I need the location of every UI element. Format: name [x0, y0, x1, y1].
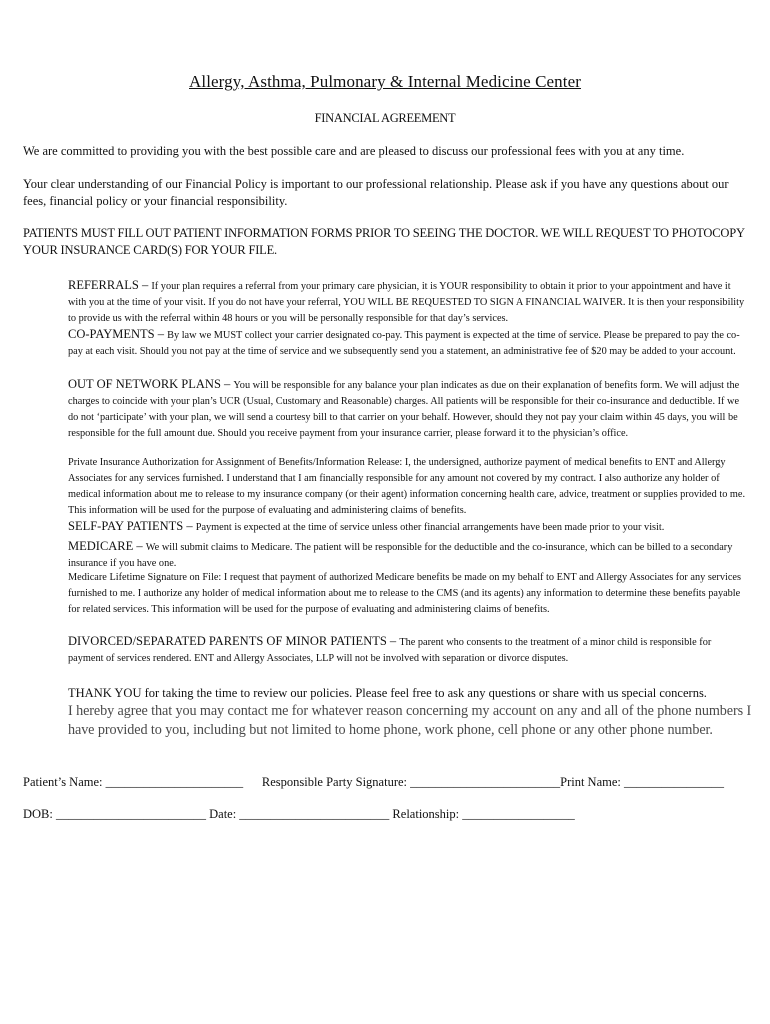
referrals-heading: REFERRALS – — [68, 278, 152, 292]
copayments-heading: CO-PAYMENTS – — [68, 327, 168, 341]
out-of-network-text: You will be responsible for any balance your plan indicates as due on their explanation of benefits form. We will adjust the charges to coincide with your plan’s UCR (Usual, Customary and Reasonable) charges. All patients will be responsible for their co-insurance and deductible. If we do not ‘participate’ with your plan, we will send a courtesy bill to that carrier on your behalf. However, should they not pay your claim within 45 days, you will be responsible for the full amount due. Should you receive payment from your insurance carrier, please forward it to the physician’s office. — [68, 380, 740, 439]
thank-you-note: THANK YOU for taking the time to review our policies. Please feel free to ask any questions or share with us special concerns. — [68, 686, 707, 700]
copayments-section — [68, 326, 748, 360]
medicare-lifetime-signature: Medicare Lifetime Signature on File: I request that payment of authorized Medicare benefits be made on my behalf to ENT and Allergy Associates for any services furnished to me. I authorize any holder of medical information about me to release to the CMS (and its agents) any information to determine these benefits payable for related services. This information will be used for the purpose of evaluating and administering claims of benefits. — [68, 572, 741, 615]
self-pay-text: Payment is expected at the time of service unless other financial arrangements have been made prior to your visit. — [195, 522, 665, 533]
understanding-paragraph: Your clear understanding of our Financial Policy is important to our professional relationship. Please ask if you have any questions about our fees, financial policy or your financial responsibility. — [23, 177, 729, 208]
referrals-section — [68, 277, 748, 327]
divorced-parents-text: The parent who consents to the treatment of a minor child is responsible for payment of services rendered. ENT and Allergy Associates, LLP will not be involved with separation or divorce disputes. — [68, 637, 712, 664]
signature-line-patient[interactable]: Patient’s Name: ______________________ Responsible Party Signature: ________________________Print Name: ________________ — [23, 775, 725, 789]
forms-notice: PATIENTS MUST FILL OUT PATIENT INFORMATION FORMS PRIOR TO SEEING THE DOCTOR. WE WILL REQUEST TO PHOTOCOPY YOUR INSURANCE CARD(S) FOR YOUR FILE. — [23, 226, 745, 257]
referrals-text: If your plan requires a referral from your primary care physician, it is YOUR responsibility to obtain it prior to your appointment and have it with you at the time of your visit. If you do not have your referral, YOU WILL BE REQUESTED TO SIGN A FINANCIAL WAIVER. It is then your responsibility to provide us with the referral within 48 hours or you will be personally responsible for that day’s services. — [68, 281, 745, 324]
divorced-parents-heading: DIVORCED/SEPARATED PARENTS OF MINOR PATIENTS – — [68, 634, 400, 648]
medicare-heading: MEDICARE – — [68, 539, 146, 553]
intro-paragraph: We are committed to providing you with the best possible care and are pleased to discuss our professional fees with you at any time. — [23, 144, 685, 158]
contact-agreement: I hereby agree that you may contact me for whatever reason concerning my account on any and all of the phone numbers I have provided to you, including but not limited to home phone, work phone, cell phone or any other phone number. — [68, 703, 752, 738]
self-pay-heading: SELF-PAY PATIENTS – — [68, 519, 196, 533]
out-of-network-section — [68, 376, 748, 442]
document-subtitle: FINANCIAL AGREEMENT — [314, 111, 456, 125]
medicare-text: We will submit claims to Medicare. The patient will be responsible for the deductible and the co-insurance, which can be billed to a secondary insurance if you have one. — [68, 542, 733, 569]
signature-line-dob[interactable]: DOB: ________________________ Date: ________________________ Relationship: __________________ — [23, 807, 575, 821]
out-of-network-heading: OUT OF NETWORK PLANS – — [68, 377, 234, 391]
document-title: Allergy, Asthma, Pulmonary & Internal Medicine Center — [189, 72, 581, 91]
copayments-text: By law we MUST collect your carrier designated co-pay. This payment is expected at the time of service. Please be prepared to pay the co-pay at each visit. Should you not pay at the time of service and we subsequently send you a statement, an administrative fee of $20 may be added to your account. — [68, 330, 740, 357]
self-pay-section — [68, 518, 748, 536]
medicare-section — [68, 538, 748, 572]
private-insurance-authorization: Private Insurance Authorization for Assignment of Benefits/Information Release: I, the undersigned, authorize payment of medical benefits to ENT and Allergy Associates for any services furnished. I understand that I am financially responsible for any amount not covered by my contract. I also authorize any holder of medical information about me to release to my insurance company (or their agent) information concerning health care, advice, treatment or supplies provided to me. This information will be used for the purpose of evaluating and administering claims of benefits. — [68, 457, 746, 516]
divorced-parents-section — [68, 633, 748, 667]
